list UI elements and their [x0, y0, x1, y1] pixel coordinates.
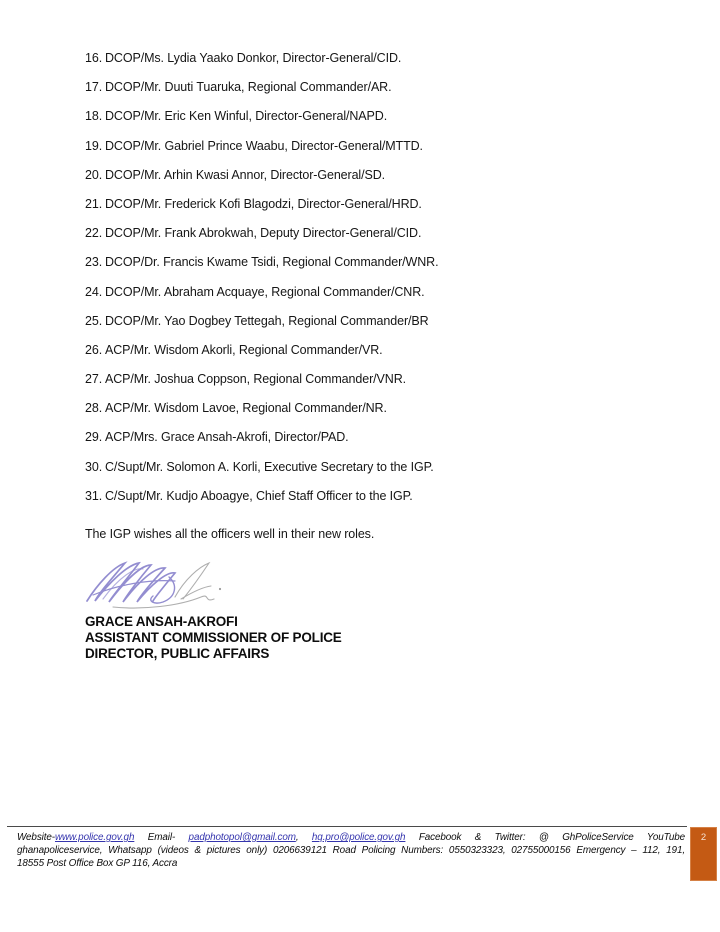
list-item-number: 22.: [85, 226, 103, 241]
list-item-text: C/Supt/Mr. Kudjo Aboagye, Chief Staff Officer to the IGP.: [105, 488, 413, 503]
list-item: [85, 315, 670, 328]
footer-divider: [7, 826, 687, 827]
list-item-text: DCOP/Mr. Eric Ken Winful, Director-General/NAPD.: [105, 109, 388, 124]
signatory-rank: ASSISTANT COMMISSIONER OF POLICE: [85, 630, 342, 646]
list-item-number: 23.: [85, 255, 103, 270]
signature: [83, 555, 670, 611]
list-item: [85, 227, 670, 240]
list-item-number: 16.: [85, 51, 103, 65]
list-item: [85, 431, 670, 444]
list-item: [85, 110, 670, 123]
footer-line-3: 18555 Post Office Box GP 116, Accra: [17, 858, 178, 869]
signatory-block: [85, 614, 670, 663]
list-item-text: DCOP/Mr. Frederick Kofi Blagodzi, Director-General/HRD.: [105, 196, 422, 211]
list-item-number: 25.: [85, 313, 103, 328]
list-item: [85, 344, 670, 357]
list-item-number: 18.: [85, 109, 103, 124]
list-item: [85, 198, 670, 211]
list-item-text: DCOP/Mr. Frank Abrokwah, Deputy Director-General/CID.: [105, 226, 422, 241]
page-number: 2: [700, 832, 707, 843]
list-item-text: DCOP/Mr. Arhin Kwasi Annor, Director-General/SD.: [105, 167, 386, 182]
list-item: [85, 169, 670, 182]
list-item: [85, 402, 670, 415]
list-item-text: ACP/Mr. Joshua Coppson, Regional Commander/VNR.: [105, 372, 406, 387]
footer-line-1: [17, 831, 685, 844]
signatory-title: DIRECTOR, PUBLIC AFFAIRS: [85, 646, 270, 662]
list-item-number: 29.: [85, 430, 103, 445]
list-item-text: ACP/Mr. Wisdom Akorli, Regional Commander/VR.: [105, 342, 383, 357]
list-item-number: 21.: [85, 196, 103, 211]
list-item: [85, 490, 670, 503]
comma-separator: ,: [295, 832, 299, 843]
list-item-number: 20.: [85, 167, 103, 182]
list-item-number: 31.: [85, 488, 103, 503]
list-item-text: ACP/Mr. Wisdom Lavoe, Regional Commander/NR.: [105, 401, 387, 416]
social-media-text: Facebook & Twitter: @ GhPoliceService YouTube: [418, 832, 686, 843]
list-item: [85, 256, 670, 269]
footer-line-2: ghanapoliceservice, Whatsapp (videos & pictures only) 0206639121 Road Policing Numbers: 0550323323, 02755000156 Emergency – 112, 191,: [17, 845, 685, 856]
email-link-2[interactable]: hq.pro@police.gov.gh: [311, 832, 406, 843]
list-item-text: C/Supt/Mr. Solomon A. Korli, Executive Secretary to the IGP.: [105, 459, 434, 474]
signatory-name: GRACE ANSAH-AKROFI: [85, 613, 238, 629]
list-item-number: 28.: [85, 401, 103, 416]
website-label: Website-: [17, 832, 55, 843]
list-item-number: 17.: [85, 80, 103, 95]
list-item-number: 30.: [85, 459, 103, 474]
list-item-text: DCOP/Mr. Yao Dogbey Tettegah, Regional Commander/BR: [105, 313, 429, 328]
officer-list: [85, 52, 670, 503]
list-item: [85, 373, 670, 386]
list-item-number: 27.: [85, 372, 103, 387]
page-footer: [0, 826, 720, 886]
ink-dot: [219, 588, 221, 590]
list-item: [85, 52, 670, 65]
list-item-number: 24.: [85, 284, 103, 299]
closing-remark: The IGP wishes all the officers well in their new roles.: [85, 526, 375, 541]
list-item: [85, 461, 670, 474]
email-link-1[interactable]: padphotopol@gmail.com: [188, 832, 296, 843]
list-item-text: DCOP/Mr. Abraham Acquaye, Regional Commander/CNR.: [105, 284, 425, 299]
footer-contact-info: [17, 831, 685, 870]
page-number-badge: [690, 827, 717, 881]
list-item-text: DCOP/Mr. Gabriel Prince Waabu, Director-General/MTTD.: [105, 138, 423, 153]
list-item-number: 19.: [85, 138, 103, 153]
list-item-text: DCOP/Ms. Lydia Yaako Donkor, Director-General/CID.: [105, 51, 402, 65]
document-body: [85, 52, 670, 663]
list-item: [85, 81, 670, 94]
list-item-text: ACP/Mrs. Grace Ansah-Akrofi, Director/PAD.: [105, 430, 349, 445]
list-item-text: DCOP/Dr. Francis Kwame Tsidi, Regional Commander/WNR.: [105, 255, 439, 270]
signature-scribble-icon: [83, 555, 225, 611]
list-item-number: 26.: [85, 342, 103, 357]
email-label: Email-: [147, 832, 176, 843]
website-link[interactable]: www.police.gov.gh: [54, 832, 135, 843]
list-item: [85, 286, 670, 299]
list-item-text: DCOP/Mr. Duuti Tuaruka, Regional Commander/AR.: [105, 80, 392, 95]
list-item: [85, 140, 670, 153]
